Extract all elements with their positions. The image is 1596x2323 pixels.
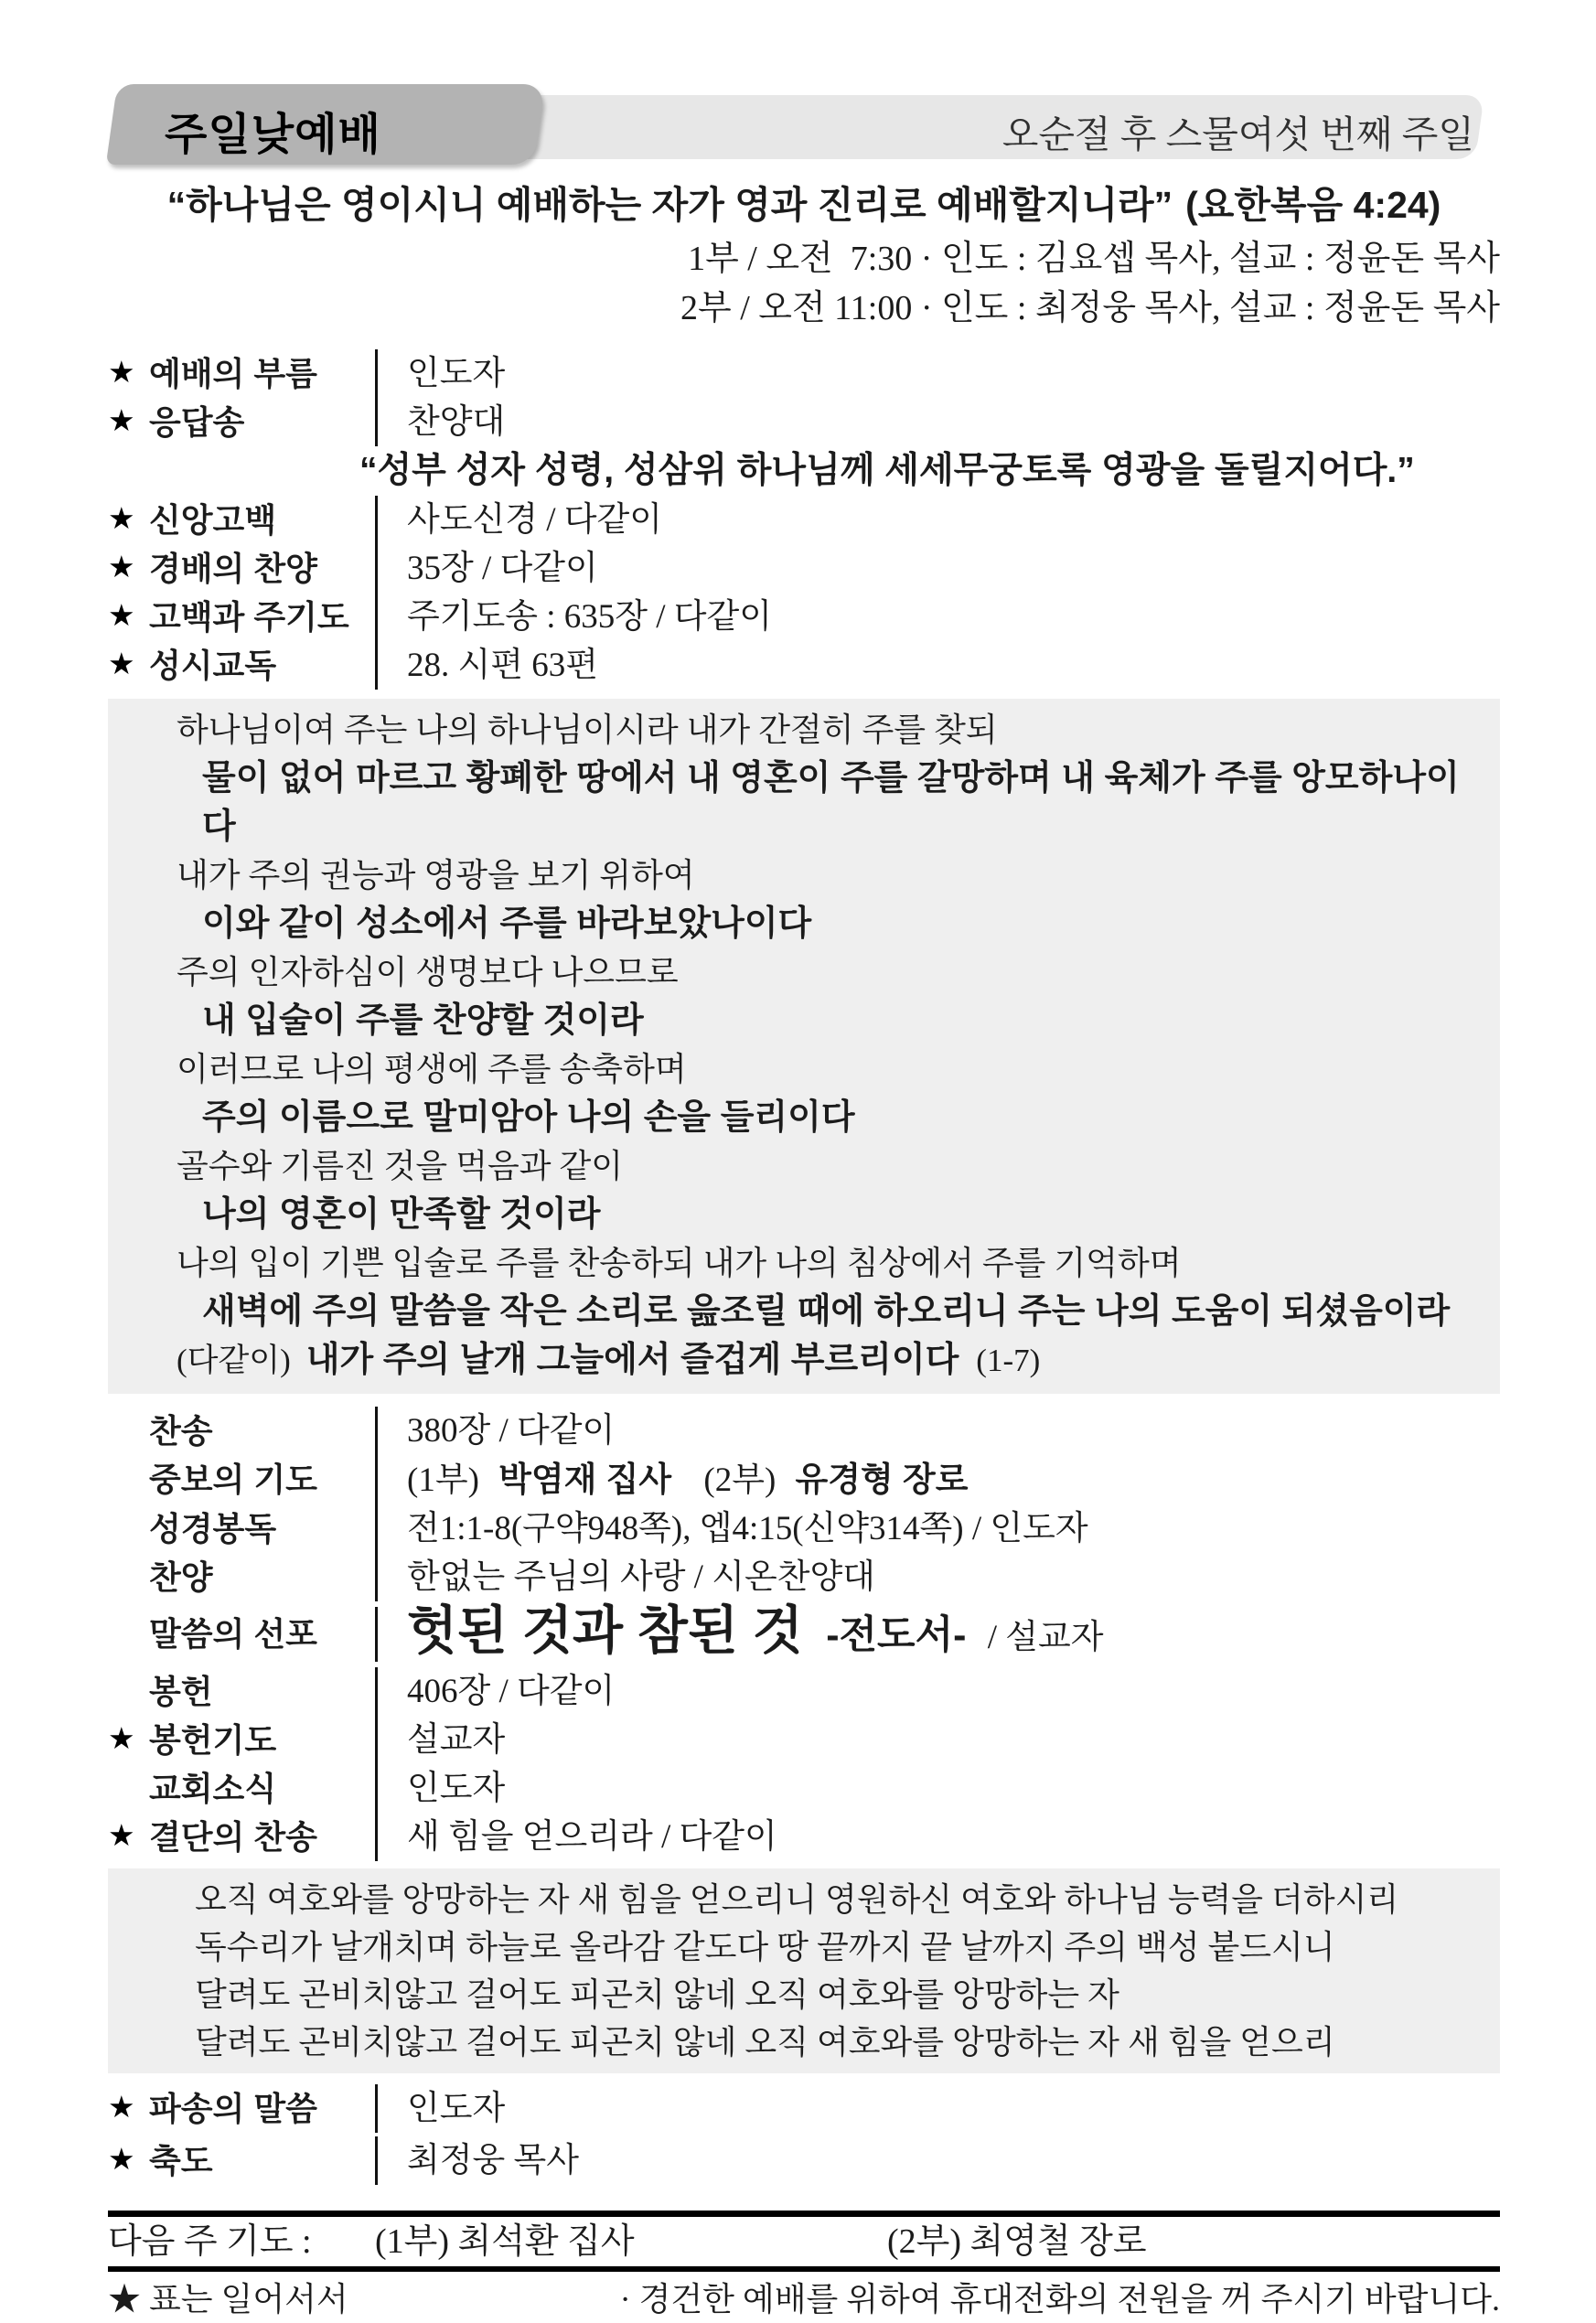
header [108,84,1500,165]
next-week-prayer-row [108,2217,1500,2266]
order-item-content: 한없는 주님의 사랑 / 시온찬양대 [375,1553,1500,1601]
order-item-content: 인도자 [375,349,1500,398]
order-row-intercessory-prayer [108,1455,1500,1504]
next-week-prayer-label: 다음 주 기도 : [108,2222,312,2261]
order-item-content: 380장 / 다같이 [375,1407,1500,1455]
prayer-part1-name: 박염재 집사 [498,1461,672,1498]
order-row-lords-prayer [108,593,1500,641]
order-item-content: 찬양대 [375,398,1500,446]
order-row-creed [108,496,1500,544]
prayer-part1-label: (1부) [407,1461,479,1499]
hymn-line: 달려도 곤비치않고 걸어도 피곤치 않네 오직 여호와를 앙망하는 자 [195,1976,1119,2013]
standing-star-icon: ★ [108,648,135,681]
hymn-line: 달려도 곤비치않고 걸어도 피곤치 않네 오직 여호와를 앙망하는 자 새 힘을 얻으리 [195,2024,1335,2061]
order-row-offering-prayer [108,1716,1500,1764]
footer-rule-bottom [108,2266,1500,2272]
order-item-label: 교회소식 [149,1769,277,1807]
order-item-label: 신앙고백 [149,500,277,539]
order-item-label: 중보의 기도 [149,1461,317,1498]
hymn-line: 독수리가 날개치며 하늘로 올라감 같도다 땅 끝까지 끝 날까지 주의 백성 붙드시니 [195,1929,1335,1965]
reading-line-final [177,1336,1482,1385]
reading-final-prefix: (다같이) [177,1343,291,1378]
order-row-call-to-worship [108,349,1500,398]
page-title: 주일낮예배 [165,111,381,159]
order-row-anthem [108,1553,1500,1601]
order-item-label: 파송의 말씀 [149,2089,317,2127]
scripture-reference: (요한복음 4:24) [1185,184,1441,226]
order-item-content: 28. 시편 63편 [375,641,1500,690]
prayer-part2-label: (2부) [703,1461,777,1499]
responsive-reading-block [108,699,1500,1394]
reading-line-bold: 내 입술이 주를 찬양할 것이라 [202,1001,644,1040]
order-item-content: 새 힘을 얻으리라 / 다같이 [375,1813,1500,1861]
order-item-label: 봉헌기도 [149,1720,277,1759]
footer-notes-row [108,2275,1500,2323]
order-item-label: 고백과 주기도 [149,597,349,636]
order-row-scripture-reading [108,1504,1500,1553]
hymn-lyrics-block [108,1868,1500,2073]
reading-line: 하나님이여 주는 나의 하나님이시라 내가 간절히 주를 찾되 [177,712,998,748]
reading-line-bold: 나의 영혼이 만족할 것이라 [202,1195,601,1234]
order-item-content [375,1601,1500,1662]
reading-line: 이러므로 나의 평생에 주를 송축하며 [177,1051,687,1087]
service-times [108,234,1500,333]
order-item-content: 35장 / 다같이 [375,544,1500,593]
order-item-content [375,1455,1500,1504]
order-row-sermon [108,1601,1500,1667]
order-row-praise [108,544,1500,593]
order-item-content: 406장 / 다같이 [375,1667,1500,1716]
standing-star-icon: ★ [108,600,135,633]
order-row-announcements [108,1764,1500,1813]
order-item-content: 설교자 [375,1716,1500,1764]
standing-star-icon: ★ [108,503,135,536]
standing-star-icon: ★ [108,551,135,584]
order-item-label: 봉헌 [149,1672,213,1710]
scripture-quote [108,183,1500,227]
reading-line-bold: 이와 같이 성소에서 주를 바라보았나이다 [202,905,812,943]
reading-line: 골수와 기름진 것을 먹음과 같이 [177,1148,624,1184]
hymn-line: 오직 여호와를 앙망하는 자 새 힘을 얻으리니 영원하신 여호와 하나님 능력을 더하시리 [195,1881,1399,1918]
footer-rule-top [108,2211,1500,2217]
reading-line-bold: 물이 없어 마르고 황폐한 땅에서 내 영혼이 주를 갈망하며 내 육체가 주를 앙모하나이다 [202,759,1460,846]
order-row-benediction [108,2135,1500,2187]
order-row-hymn-of-commitment [108,1813,1500,1861]
reading-line: 나의 입이 기쁜 입술로 주를 찬송하되 내가 나의 침상에서 주를 기억하며 [177,1245,1182,1281]
order-item-label: 예배의 부름 [149,354,317,392]
order-item-label: 축도 [149,2141,213,2179]
standing-star-icon: ★ [108,2092,135,2125]
sermon-title: 헛된 것과 참된 것 [407,1601,803,1660]
order-item-content: 최정웅 목사 [375,2136,1500,2185]
order-row-hymn [108,1407,1500,1455]
reading-line-bold: 주의 이름으로 말미암아 나의 손을 들리이다 [202,1098,855,1137]
order-item-content: 전1:1-8(구약948쪽), 엡4:15(신약314쪽) / 인도자 [375,1504,1500,1553]
reading-line: 내가 주의 권능과 영광을 보기 위하여 [177,857,695,894]
reading-line-bold: 새벽에 주의 말씀을 작은 소리로 읊조릴 때에 하오리니 주는 나의 도움이 되셨음이라 [202,1292,1451,1331]
reading-final-verses: (1-7) [976,1343,1041,1378]
order-item-label: 경배의 찬양 [149,549,317,587]
standing-star-icon: ★ [108,357,135,390]
order-of-worship-1 [108,349,1500,690]
service-time-2: 2부 / 오전 11:00 · 인도 : 최정웅 목사, 설교 : 정윤돈 목사 [680,289,1500,327]
scripture-quote-text: “하나님은 영이시니 예배하는 자가 영과 진리로 예배할지니라” [166,184,1173,226]
order-item-label: 성경봉독 [149,1509,277,1547]
next-week-prayer-first: (1부) 최석환 집사 [375,2222,635,2261]
liturgical-week-title: 오순절 후 스물여섯 번째 주일 [1002,113,1474,155]
sermon-book: -전도서- [826,1613,967,1657]
order-item-label: 찬송 [149,1411,213,1450]
order-item-content: 주기도송 : 635장 / 다같이 [375,593,1500,641]
next-week-prayer-second: (2부) 최영철 장로 [887,2222,1147,2261]
order-item-content: 인도자 [375,2084,1500,2133]
reading-line: 주의 인자하심이 생명보다 나으므로 [177,954,679,990]
order-item-content: 사도신경 / 다같이 [375,496,1500,544]
order-item-label: 말씀의 선포 [149,1615,317,1653]
standing-star-icon: ★ [108,1723,135,1756]
reading-final-bold: 내가 주의 날개 그늘에서 즐겁게 부르리이다 [305,1341,959,1379]
order-item-label: 결단의 찬송 [149,1817,317,1856]
standing-star-icon: ★ [108,1820,135,1853]
order-item-label: 찬양 [149,1558,213,1596]
order-item-content: 인도자 [375,1764,1500,1813]
standing-legend-note: ★ 표는 일어서서 [108,2281,348,2318]
order-row-offering [108,1667,1500,1716]
standing-star-icon: ★ [108,2144,135,2177]
prayer-part2-name: 유경형 장로 [795,1461,969,1498]
standing-star-icon: ★ [108,405,135,438]
order-row-responsive-reading [108,641,1500,690]
gloria-response-text: “성부 성자 성령, 성삼위 하나님께 세세무궁토록 영광을 돌릴지어다.” [359,451,1415,490]
service-time-1: 1부 / 오전 7:30 · 인도 : 김요셉 목사, 설교 : 정윤돈 목사 [688,240,1500,278]
sermon-speaker: / 설교자 [987,1619,1104,1656]
order-item-label: 성시교독 [149,646,277,684]
order-row-sending-word [108,2082,1500,2135]
phone-off-note: · 경건한 예배를 위하여 휴대전화의 전원을 꺼 주시기 바랍니다. [619,2281,1500,2318]
order-item-label: 응답송 [149,402,245,441]
order-of-worship-2 [108,1407,1500,1861]
order-of-worship-3 [108,2082,1500,2187]
order-row-response-song [108,398,1500,446]
